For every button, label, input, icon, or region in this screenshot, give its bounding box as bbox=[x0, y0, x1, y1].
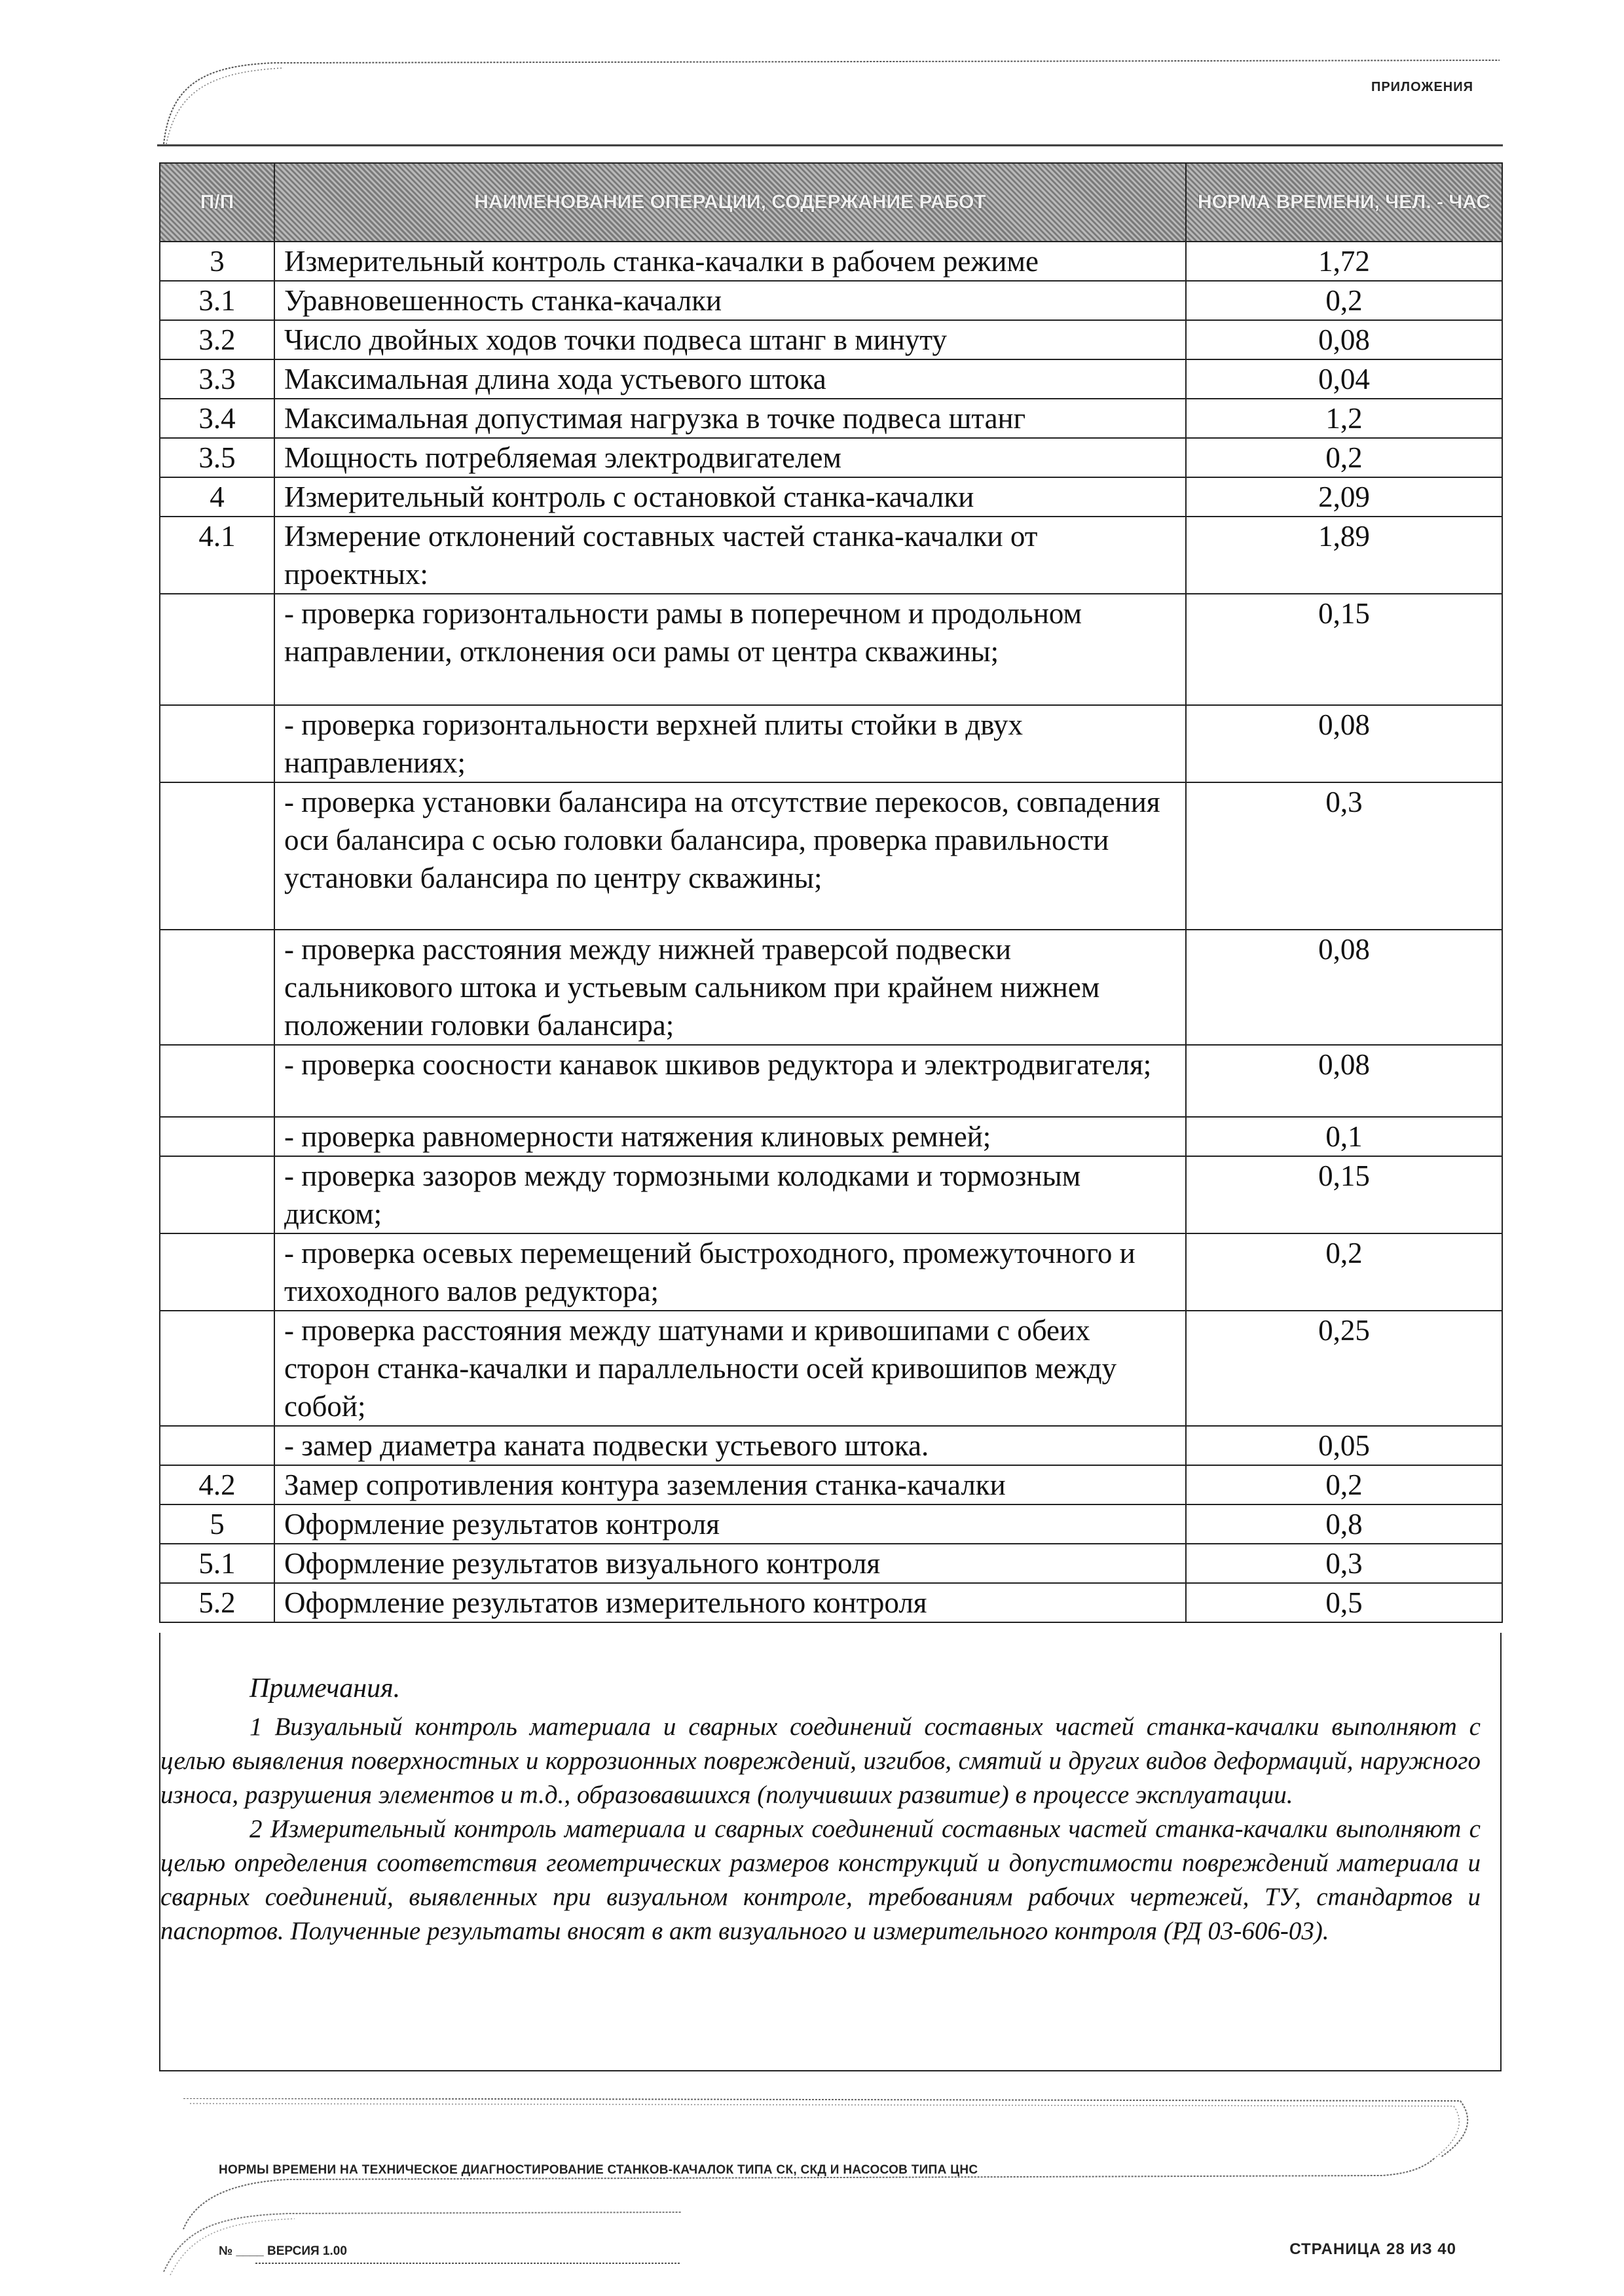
time-norm-cell: 0,2 bbox=[1186, 438, 1502, 477]
table-body bbox=[160, 242, 1502, 1622]
time-norm-cell: 2,09 bbox=[1186, 477, 1502, 517]
notes-section bbox=[159, 1633, 1502, 2071]
row-number-cell: 4 bbox=[160, 477, 274, 517]
table-row bbox=[160, 782, 1502, 930]
time-norm-cell: 1,72 bbox=[1186, 242, 1502, 281]
row-number-cell: 4.2 bbox=[160, 1465, 274, 1504]
table-row bbox=[160, 1426, 1502, 1465]
row-number-cell: 3 bbox=[160, 242, 274, 281]
table-row bbox=[160, 359, 1502, 399]
column-header-number: П/П bbox=[160, 163, 274, 242]
footer-page-number: СТРАНИЦА 28 ИЗ 40 bbox=[1289, 2240, 1456, 2258]
table-row bbox=[160, 705, 1502, 782]
operation-description-cell: - проверка расстояния между шатунами и кривошипами с обеих сторон станка-качалки и параллельности осей кривошипов между собой; bbox=[274, 1311, 1186, 1426]
time-norm-cell: 0,3 bbox=[1186, 1544, 1502, 1583]
table-row bbox=[160, 1544, 1502, 1583]
operation-description-cell: Оформление результатов контроля bbox=[274, 1504, 1186, 1544]
row-number-cell bbox=[160, 930, 274, 1045]
row-number-cell bbox=[160, 1117, 274, 1156]
operation-description-cell: Замер сопротивления контура заземления станка-качалки bbox=[274, 1465, 1186, 1504]
operation-description-cell: Измерительный контроль с остановкой станка-качалки bbox=[274, 477, 1186, 517]
operation-description-cell: Мощность потребляемая электродвигателем bbox=[274, 438, 1186, 477]
operation-description-cell: Число двойных ходов точки подвеса штанг в минуту bbox=[274, 320, 1186, 359]
column-header-time-norm: НОРМА ВРЕМЕНИ, ЧЕЛ. - ЧАС bbox=[1186, 163, 1502, 242]
time-norm-cell: 0,04 bbox=[1186, 359, 1502, 399]
time-norm-cell: 0,1 bbox=[1186, 1117, 1502, 1156]
header-section-title: ПРИЛОЖЕНИЯ bbox=[1371, 80, 1473, 94]
operation-description-cell: - замер диаметра каната подвески устьевого штока. bbox=[274, 1426, 1186, 1465]
row-number-cell: 3.3 bbox=[160, 359, 274, 399]
table-row bbox=[160, 1311, 1502, 1426]
operation-description-cell: Измерение отклонений составных частей станка-качалки от проектных: bbox=[274, 517, 1186, 594]
operation-description-cell: Максимальная допустимая нагрузка в точке подвеса штанг bbox=[274, 399, 1186, 438]
operation-description-cell: - проверка соосности канавок шкивов редуктора и электродвигателя; bbox=[274, 1045, 1186, 1117]
table-row bbox=[160, 517, 1502, 594]
footer-document-title: НОРМЫ ВРЕМЕНИ НА ТЕХНИЧЕСКОЕ ДИАГНОСТИРОВАНИЕ СТАНКОВ-КАЧАЛОК ТИПА СК, СКД И НАСОСОВ ТИПА ЦНС bbox=[219, 2163, 978, 2177]
time-norm-cell: 0,8 bbox=[1186, 1504, 1502, 1544]
row-number-cell bbox=[160, 705, 274, 782]
time-norm-cell: 1,89 bbox=[1186, 517, 1502, 594]
table-row bbox=[160, 399, 1502, 438]
row-number-cell bbox=[160, 1426, 274, 1465]
footer-version: № ____ ВЕРСИЯ 1.00 bbox=[219, 2244, 347, 2258]
row-number-cell: 5.2 bbox=[160, 1583, 274, 1622]
operation-description-cell: - проверка расстояния между нижней траверсой подвески сальникового штока и устьевым сальником при крайнем нижнем положении головки балансира; bbox=[274, 930, 1186, 1045]
time-norm-cell: 0,08 bbox=[1186, 1045, 1502, 1117]
time-norm-cell: 0,08 bbox=[1186, 320, 1502, 359]
time-norm-cell: 0,08 bbox=[1186, 705, 1502, 782]
note-item-1: 1 Визуальный контроль материала и сварных соединений составных частей станка-качалки выполняют с целью выявления поверхностных и коррозионных повреждений, изгибов, смятий и других видов деформаций, наружного износа, разрушения элементов и т.д., образовавшихся (получивших развитие) в процессе эксплуатации. bbox=[160, 1713, 1481, 1809]
table-row bbox=[160, 1045, 1502, 1117]
table-row bbox=[160, 594, 1502, 705]
table-row bbox=[160, 1233, 1502, 1311]
table-row bbox=[160, 1504, 1502, 1544]
operations-table bbox=[159, 162, 1503, 1623]
row-number-cell bbox=[160, 1156, 274, 1233]
time-norm-cell: 1,2 bbox=[1186, 399, 1502, 438]
time-norm-cell: 0,08 bbox=[1186, 930, 1502, 1045]
time-norm-cell: 0,25 bbox=[1186, 1311, 1502, 1426]
note-item-2: 2 Измерительный контроль материала и сварных соединений составных частей станка-качалки выполняют с целью определения соответствия геометрических размеров конструкций и допустимости повреждений материала и сварных соединений, выявленных при визуальном контроле, требованиям рабочих чертежей, ТУ, стандартов и паспортов. Полученные результаты вносят в акт визуального и измерительного контроля (РД 03-606-03). bbox=[160, 1815, 1481, 1945]
column-header-operation: НАИМЕНОВАНИЕ ОПЕРАЦИИ, СОДЕРЖАНИЕ РАБОТ bbox=[274, 163, 1186, 242]
time-norm-cell: 0,2 bbox=[1186, 1233, 1502, 1311]
time-norm-cell: 0,2 bbox=[1186, 281, 1502, 320]
row-number-cell: 3.2 bbox=[160, 320, 274, 359]
operation-description-cell: - проверка равномерности натяжения клиновых ремней; bbox=[274, 1117, 1186, 1156]
operation-description-cell: Максимальная длина хода устьевого штока bbox=[274, 359, 1186, 399]
row-number-cell bbox=[160, 1311, 274, 1426]
table-header-row bbox=[160, 163, 1502, 242]
operation-description-cell: Измерительный контроль станка-качалки в рабочем режиме bbox=[274, 242, 1186, 281]
table-row bbox=[160, 930, 1502, 1045]
time-norm-cell: 0,05 bbox=[1186, 1426, 1502, 1465]
time-norm-cell: 0,15 bbox=[1186, 1156, 1502, 1233]
header-swoosh-decoration bbox=[157, 46, 1506, 151]
table-row bbox=[160, 1465, 1502, 1504]
time-norm-cell: 0,5 bbox=[1186, 1583, 1502, 1622]
row-number-cell bbox=[160, 1233, 274, 1311]
row-number-cell: 5.1 bbox=[160, 1544, 274, 1583]
time-norm-cell: 0,3 bbox=[1186, 782, 1502, 930]
row-number-cell bbox=[160, 782, 274, 930]
operation-description-cell: Оформление результатов визуального контроля bbox=[274, 1544, 1186, 1583]
row-number-cell bbox=[160, 1045, 274, 1117]
notes-title: Примечания. bbox=[249, 1673, 401, 1704]
table-row bbox=[160, 1117, 1502, 1156]
table-row bbox=[160, 242, 1502, 281]
operation-description-cell: - проверка горизонтальности рамы в поперечном и продольном направлении, отклонения оси рамы от центра скважины; bbox=[274, 594, 1186, 705]
operation-description-cell: Уравновешенность станка-качалки bbox=[274, 281, 1186, 320]
operation-description-cell: - проверка горизонтальности верхней плиты стойки в двух направлениях; bbox=[274, 705, 1186, 782]
operation-description-cell: - проверка осевых перемещений быстроходного, промежуточного и тихоходного валов редуктора; bbox=[274, 1233, 1186, 1311]
table-row bbox=[160, 320, 1502, 359]
row-number-cell: 3.4 bbox=[160, 399, 274, 438]
row-number-cell: 3.1 bbox=[160, 281, 274, 320]
operation-description-cell: - проверка зазоров между тормозными колодками и тормозным диском; bbox=[274, 1156, 1186, 1233]
row-number-cell: 4.1 bbox=[160, 517, 274, 594]
row-number-cell: 5 bbox=[160, 1504, 274, 1544]
table-row bbox=[160, 438, 1502, 477]
table-row bbox=[160, 281, 1502, 320]
row-number-cell: 3.5 bbox=[160, 438, 274, 477]
operation-description-cell: - проверка установки балансира на отсутствие перекосов, совпадения оси балансира с осью головки балансира, проверка правильности установки балансира по центру скважины; bbox=[274, 782, 1186, 930]
time-norm-cell: 0,2 bbox=[1186, 1465, 1502, 1504]
row-number-cell bbox=[160, 594, 274, 705]
table-row bbox=[160, 1156, 1502, 1233]
time-norm-cell: 0,15 bbox=[1186, 594, 1502, 705]
table-row bbox=[160, 1583, 1502, 1622]
table-header bbox=[160, 163, 1502, 242]
table-row bbox=[160, 477, 1502, 517]
operation-description-cell: Оформление результатов измерительного контроля bbox=[274, 1583, 1186, 1622]
